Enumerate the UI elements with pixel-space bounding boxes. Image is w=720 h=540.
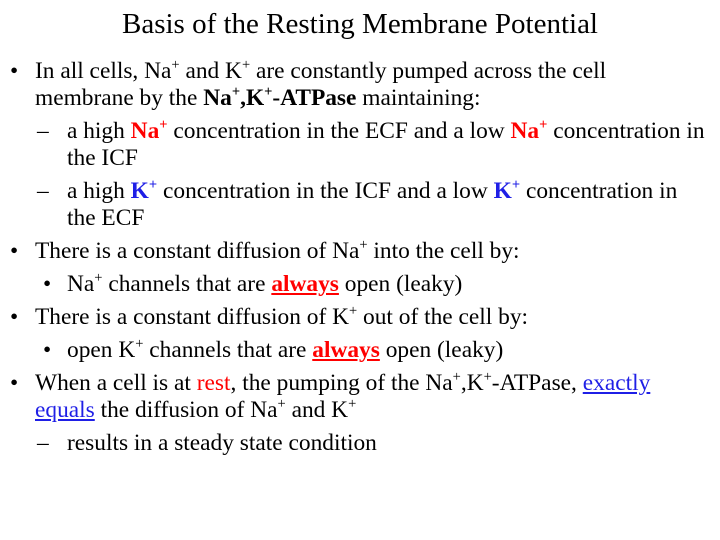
superscript: + xyxy=(511,177,521,194)
bullet-marker: • xyxy=(43,271,52,297)
subbullet-steady-state xyxy=(10,430,710,457)
text: maintaining: xyxy=(356,85,481,111)
text: out of the cell by: xyxy=(357,304,529,330)
text: There is a constant diffusion of K xyxy=(35,304,349,330)
superscript: + xyxy=(348,396,357,413)
text: and K xyxy=(179,58,242,84)
ion-symbol: Na xyxy=(510,118,540,144)
superscript: + xyxy=(171,57,180,74)
bullet-pumping xyxy=(10,58,710,112)
text: and K xyxy=(285,397,349,423)
superscript: + xyxy=(231,84,241,101)
bullet-k-diffusion xyxy=(10,304,710,331)
dash-marker: – xyxy=(37,118,49,144)
text: into the cell by: xyxy=(367,238,520,264)
text: -ATPase, xyxy=(491,370,583,396)
superscript: + xyxy=(539,117,548,134)
text: concentration in the ECF xyxy=(67,178,678,231)
text: concentration in the ICF and a low xyxy=(157,178,494,204)
exactly-equals-link[interactable]: exactly equals xyxy=(35,370,651,423)
superscript: + xyxy=(241,57,251,74)
text: , the pumping of the Na xyxy=(230,370,453,396)
superscript: + xyxy=(159,117,168,134)
ion-k xyxy=(494,178,520,204)
text: open (leaky) xyxy=(379,337,504,363)
text: In all cells, Na xyxy=(35,58,172,84)
text: concentration in the ICF xyxy=(67,118,705,171)
dash-marker: – xyxy=(37,178,49,204)
ion-symbol: K xyxy=(130,178,149,204)
subbullet-na-channels xyxy=(10,271,710,298)
superscript: + xyxy=(359,237,368,254)
text: are constantly pumped across the cell membrane by the xyxy=(35,58,607,111)
pump-name xyxy=(203,85,356,111)
superscript: + xyxy=(94,270,103,287)
bullet-na-diffusion xyxy=(10,238,710,265)
bullet-marker: • xyxy=(10,238,19,264)
ion-symbol: Na xyxy=(130,118,160,144)
text: the diffusion of Na xyxy=(94,397,278,423)
emphasis-always: always xyxy=(312,337,380,363)
slide-title: Basis of the Resting Membrane Potential xyxy=(121,8,598,40)
text: a high xyxy=(67,118,131,144)
emphasis-always: always xyxy=(271,271,339,297)
subbullet-k-channels xyxy=(10,337,710,364)
superscript: + xyxy=(135,336,144,353)
superscript: + xyxy=(452,369,461,386)
text: When a cell is at xyxy=(35,370,197,396)
ion-na xyxy=(511,118,548,144)
dash-marker: – xyxy=(37,430,49,456)
text: channels that are xyxy=(143,337,313,363)
text: concentration in the ECF and a low xyxy=(167,118,511,144)
ion-na xyxy=(131,118,168,144)
pump-atpase: -ATPase xyxy=(272,85,357,111)
ion-symbol: K xyxy=(493,178,512,204)
emphasis-rest: rest xyxy=(196,370,231,396)
bullet-marker: • xyxy=(43,337,52,363)
bullet-rest-state xyxy=(10,370,710,424)
text: There is a constant diffusion of Na xyxy=(35,238,360,264)
bullet-marker: • xyxy=(10,304,19,330)
superscript: + xyxy=(483,369,492,386)
subbullet-high-k-icf xyxy=(10,178,710,232)
superscript: + xyxy=(277,396,286,413)
text: Na xyxy=(67,271,95,297)
superscript: + xyxy=(348,303,358,320)
ion-k xyxy=(131,178,157,204)
text: channels that are xyxy=(102,271,272,297)
text: a high xyxy=(67,178,131,204)
text: ,K xyxy=(460,370,484,396)
superscript: + xyxy=(264,84,273,101)
bullet-marker: • xyxy=(10,370,19,396)
subbullet-high-na-ecf xyxy=(10,118,710,172)
text: open K xyxy=(67,337,136,363)
pump-na: Na xyxy=(203,85,232,111)
text: open (leaky) xyxy=(338,271,463,297)
text: results in a steady state condition xyxy=(67,430,377,456)
pump-k: ,K xyxy=(240,85,265,111)
slide-body xyxy=(10,58,710,457)
superscript: + xyxy=(148,177,158,194)
bullet-marker: • xyxy=(10,58,19,84)
